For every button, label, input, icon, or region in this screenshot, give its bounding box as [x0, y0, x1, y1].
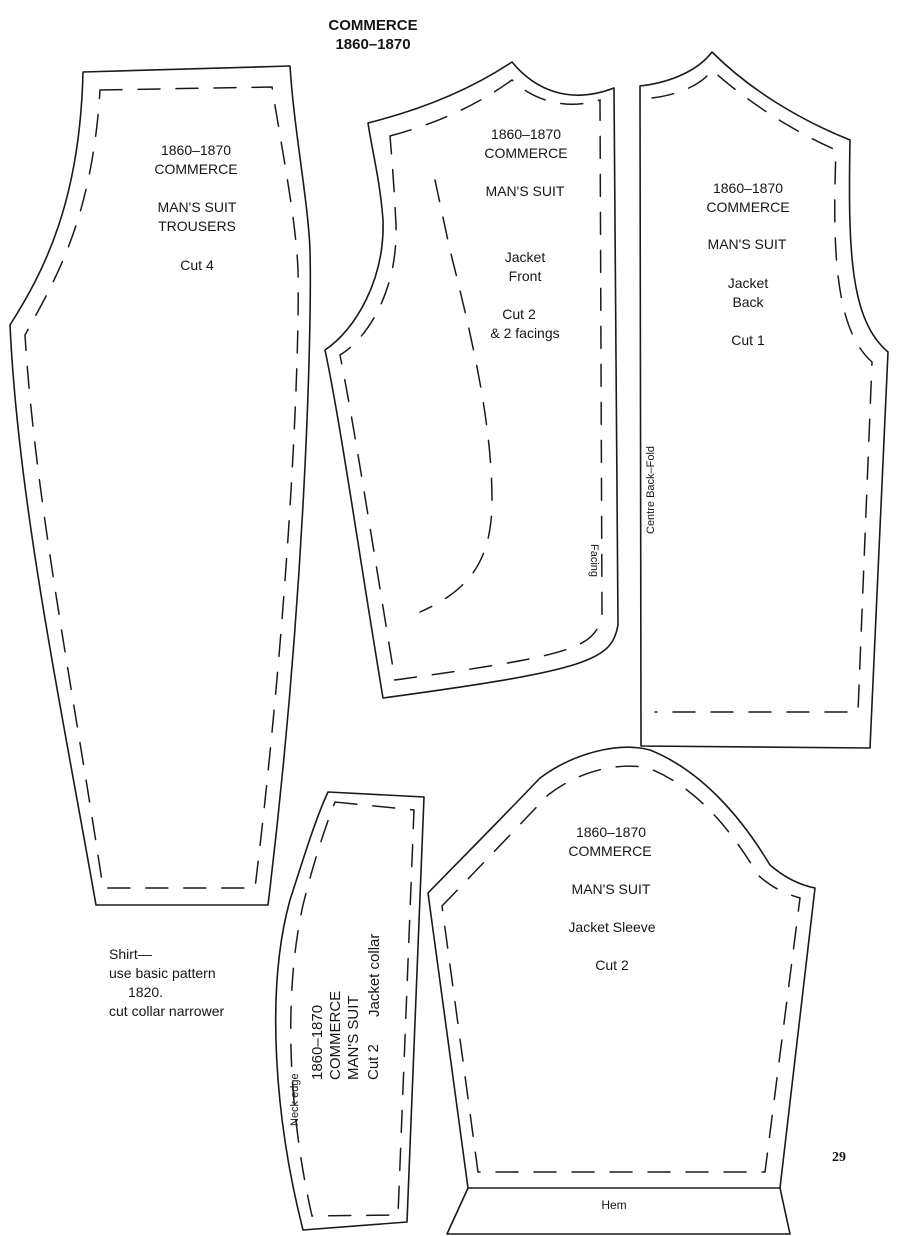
jacket-front-cut-line2: & 2 facings: [490, 325, 560, 341]
page-number: 29: [832, 1150, 846, 1165]
collar-cut: Cut 2: [365, 1044, 382, 1080]
page-title: COMMERCE: [328, 17, 418, 34]
collar-category: COMMERCE: [327, 990, 344, 1080]
jacket-back-piece-line2: Back: [732, 294, 764, 310]
collar-neck-edge-label: Neck edge: [289, 1073, 301, 1126]
sleeve-hem-label: Hem: [601, 1198, 627, 1212]
jacket-front-cut-line1: Cut 2: [502, 306, 536, 322]
sleeve-pattern-piece: [428, 747, 815, 1234]
sleeve-period: 1860–1870: [575, 824, 647, 840]
jacket-back-garment: MAN'S SUIT: [707, 236, 787, 252]
trousers-period: 1860–1870: [160, 142, 232, 158]
shirt-note-line3: 1820.: [128, 984, 164, 1000]
trousers-pattern-piece: [10, 66, 310, 905]
jacket-back-piece-line1: Jacket: [727, 275, 769, 291]
jacket-back-cut: Cut 1: [731, 332, 765, 348]
trousers-piece: TROUSERS: [158, 218, 236, 234]
trousers-cut: Cut 4: [180, 257, 214, 273]
shirt-note-line2: use basic pattern: [109, 965, 216, 981]
trousers-outline: [10, 66, 310, 905]
sleeve-cut: Cut 2: [595, 957, 629, 973]
jacket-front-garment: MAN'S SUIT: [485, 183, 565, 199]
jacket-front-outline: [325, 62, 618, 698]
jacket-back-category: COMMERCE: [706, 199, 790, 215]
shirt-note-line1: Shirt—: [109, 946, 152, 962]
jacket-front-facing-line: [420, 180, 492, 612]
jacket-front-pattern-piece: [325, 62, 618, 698]
jacket-front-period: 1860–1870: [490, 126, 562, 142]
sleeve-garment: MAN'S SUIT: [571, 881, 651, 897]
jacket-front-category: COMMERCE: [484, 145, 568, 161]
jacket-front-piece-line1: Jacket: [504, 249, 546, 265]
jacket-back-seam-line: [652, 70, 872, 712]
shirt-note-line4: cut collar narrower: [109, 1003, 225, 1019]
collar-garment: MAN'S SUIT: [345, 995, 362, 1080]
jacket-front-piece-line2: Front: [508, 268, 542, 284]
collar-piece: Jacket collar: [366, 933, 383, 1017]
sleeve-piece: Jacket Sleeve: [568, 919, 656, 935]
page-years: 1860–1870: [335, 36, 411, 53]
jacket-front-seam-line: [340, 80, 602, 680]
collar-period: 1860–1870: [309, 1004, 326, 1080]
jacket-back-outline: [640, 52, 888, 748]
sleeve-category: COMMERCE: [568, 843, 652, 859]
jacket-front-facing-label: Facing: [588, 544, 600, 578]
jacket-back-pattern-piece: [640, 52, 888, 748]
jacket-back-fold-label: Centre Back–Fold: [645, 445, 657, 534]
jacket-back-period: 1860–1870: [712, 180, 784, 196]
trousers-garment: MAN'S SUIT: [157, 199, 237, 215]
trousers-category: COMMERCE: [154, 161, 238, 177]
